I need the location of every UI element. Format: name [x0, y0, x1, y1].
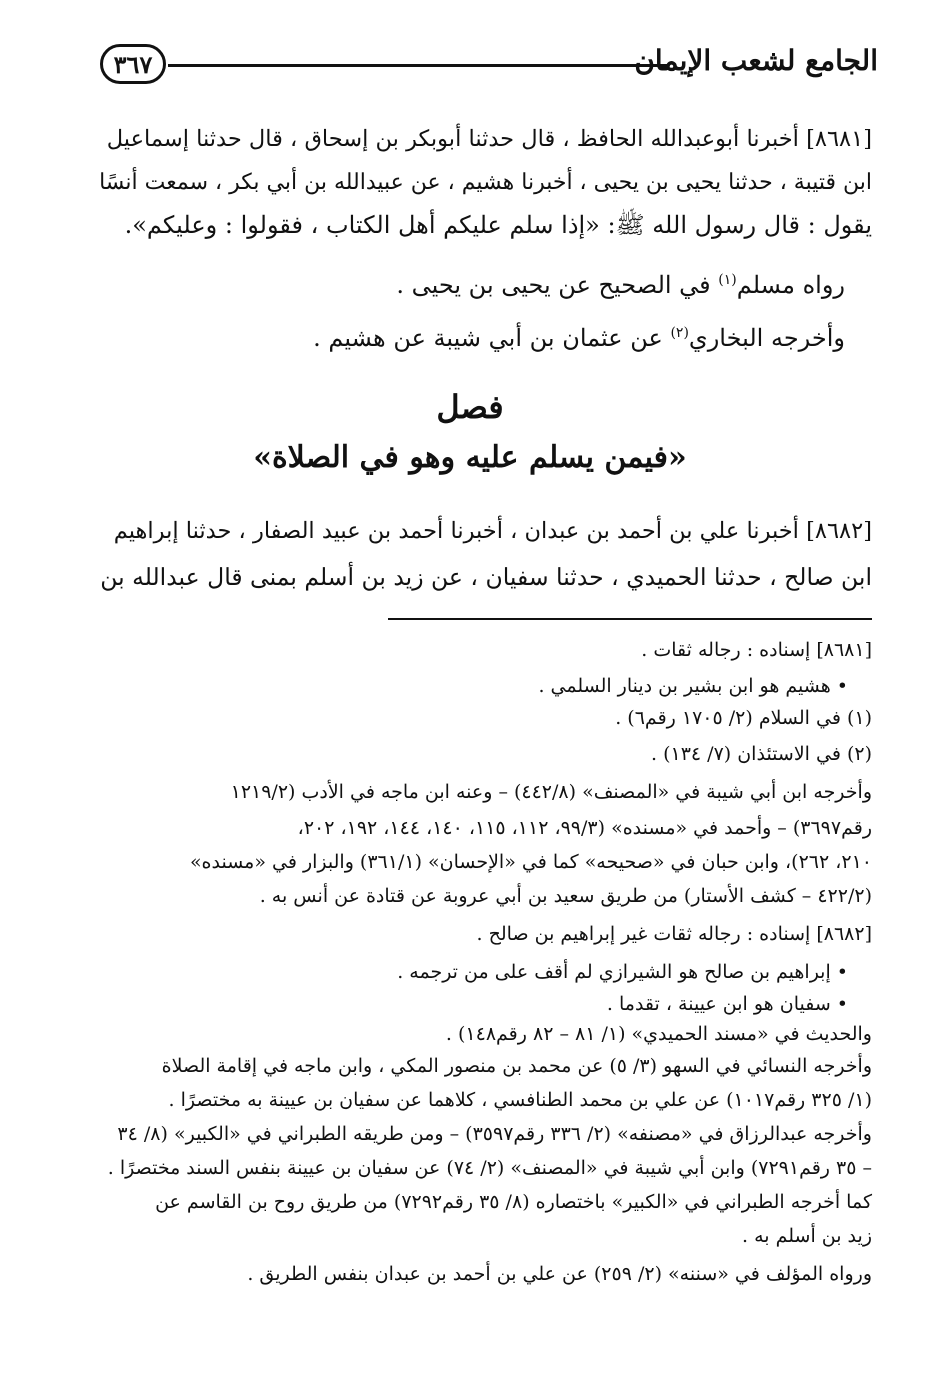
narration-bukhari-text: وأخرجه البخاري	[688, 324, 845, 352]
footnote-line: (١/ ٣٢٥ رقم١٠١٧) عن علي بن محمد الطنافسي ، كلاهما عن سفيان بن عيينة به مختصرًا .	[168, 1089, 872, 1111]
footnote-ref-2: (٢)	[670, 325, 689, 341]
footnote-line: وأخرجه عبدالرزاق في «مصنفه» (٢/ ٣٣٦ رقم٣٥٩٧) – ومن طريقه الطبراني في «الكبير» (٨/ ٣٤	[117, 1123, 872, 1145]
footnote-line: (٢) في الاستئذان (٧/ ١٣٤) .	[650, 743, 872, 765]
footnote-line: • هشيم هو ابن بشير بن دينار السلمي .	[538, 675, 848, 697]
footnote-line: – ٣٥ رقم٧٢٩١) وابن أبي شيبة في «المصنف» (٢/ ٧٤) عن سفيان بن عيينة بنفس السند مختصرًا .	[107, 1157, 872, 1179]
hadith-8681-line-3: يقول : قال رسول الله ﷺ: «إذا سلم عليكم أهل الكتاب ، فقولوا : وعليكم».	[124, 211, 872, 239]
footnote-line: [٨٦٨٢] إسناده : رجاله ثقات غير إبراهيم بن صالح .	[476, 923, 872, 945]
page-header	[100, 42, 878, 98]
header-rule	[168, 64, 668, 67]
hadith-8681-line-1: [٨٦٨١] أخبرنا أبوعبدالله الحافظ ، قال حدثنا أبوبكر بن إسحاق ، قال حدثنا إسماعيل	[106, 126, 872, 152]
footnote-line: (١) في السلام (٢/ ١٧٠٥ رقم٦) .	[615, 707, 872, 729]
footnote-line: وأخرجه النسائي في السهو (٣/ ٥) عن محمد بن منصور المكي ، وابن ماجه في إقامة الصلاة	[161, 1055, 872, 1077]
footnote-separator	[388, 618, 872, 620]
footnote-line: ٢١٠، ٢٦٢)، وابن حبان في «صحيحه» كما في «الإحسان» (٣٦١/١) والبزار في «مسنده»	[189, 851, 872, 873]
narration-muslim-text: رواه مسلم	[736, 271, 845, 299]
footnote-line: • سفيان هو ابن عيينة ، تقدما .	[606, 993, 848, 1015]
footnote-line: [٨٦٨١] إسناده : رجاله ثقات .	[641, 639, 872, 661]
footnote-line: والحديث في «مسند الحميدي» (١/ ٨١ – ٨٢ رقم١٤٨) .	[445, 1023, 872, 1045]
narration-bukhari-rest: عن عثمان بن أبي شيبة عن هشيم .	[313, 324, 663, 352]
footnote-line: ورواه المؤلف في «سننه» (٢/ ٢٥٩) عن علي بن أحمد بن عبدان بنفس الطريق .	[247, 1263, 872, 1285]
footnote-ref-1: (١)	[718, 272, 737, 288]
section-title: فصل	[436, 388, 504, 426]
narration-muslim-rest: في الصحيح عن يحيى بن يحيى .	[396, 271, 711, 299]
footnote-line: كما أخرجه الطبراني في «الكبير» باختصاره (٨/ ٣٥ رقم٧٢٩٢) من طريق روح بن القاسم عن	[155, 1191, 872, 1213]
section-subtitle: «فيمن يسلم عليه وهو في الصلاة»	[253, 440, 687, 475]
hadith-8682-line-2: ابن صالح ، حدثنا الحميدي ، حدثنا سفيان ، عن زيد بن أسلم بمنى قال عبدالله بن	[100, 563, 872, 591]
footnote-line: (٤٢٢/٢ – كشف الأستار) من طريق سعيد بن أبي عروبة عن قتادة عن أنس به .	[259, 885, 872, 907]
narration-muslim	[105, 265, 845, 305]
hadith-8682-line-1: [٨٦٨٢] أخبرنا علي بن أحمد بن عبدان ، أخبرنا أحمد بن عبيد الصفار ، حدثنا إبراهيم	[113, 518, 872, 544]
footnote-line: وأخرجه ابن أبي شيبة في «المصنف» (٤٤٢/٨) – وعنه ابن ماجه في الأدب (١٢١٩/٢	[230, 781, 872, 803]
running-title: الجامع لشعب الإيمان	[634, 44, 878, 77]
footnote-line: زيد بن أسلم به .	[742, 1225, 872, 1247]
narration-bukhari	[105, 318, 845, 358]
page-number: ٣٦٧	[100, 44, 166, 84]
hadith-8681-line-2: ابن قتيبة ، حدثنا يحيى بن يحيى ، أخبرنا هشيم ، عن عبيدالله بن أبي بكر ، سمعت أنسًا	[99, 170, 872, 195]
footnote-line: رقم٣٦٩٧) – وأحمد في «مسنده» (٩٩/٣، ١١٢، ١١٥، ١٤٠، ١٤٤، ١٩٢، ٢٠٢،	[297, 817, 872, 839]
footnote-line: • إبراهيم بن صالح هو الشيرازي لم أقف على من ترجمه .	[397, 961, 848, 983]
